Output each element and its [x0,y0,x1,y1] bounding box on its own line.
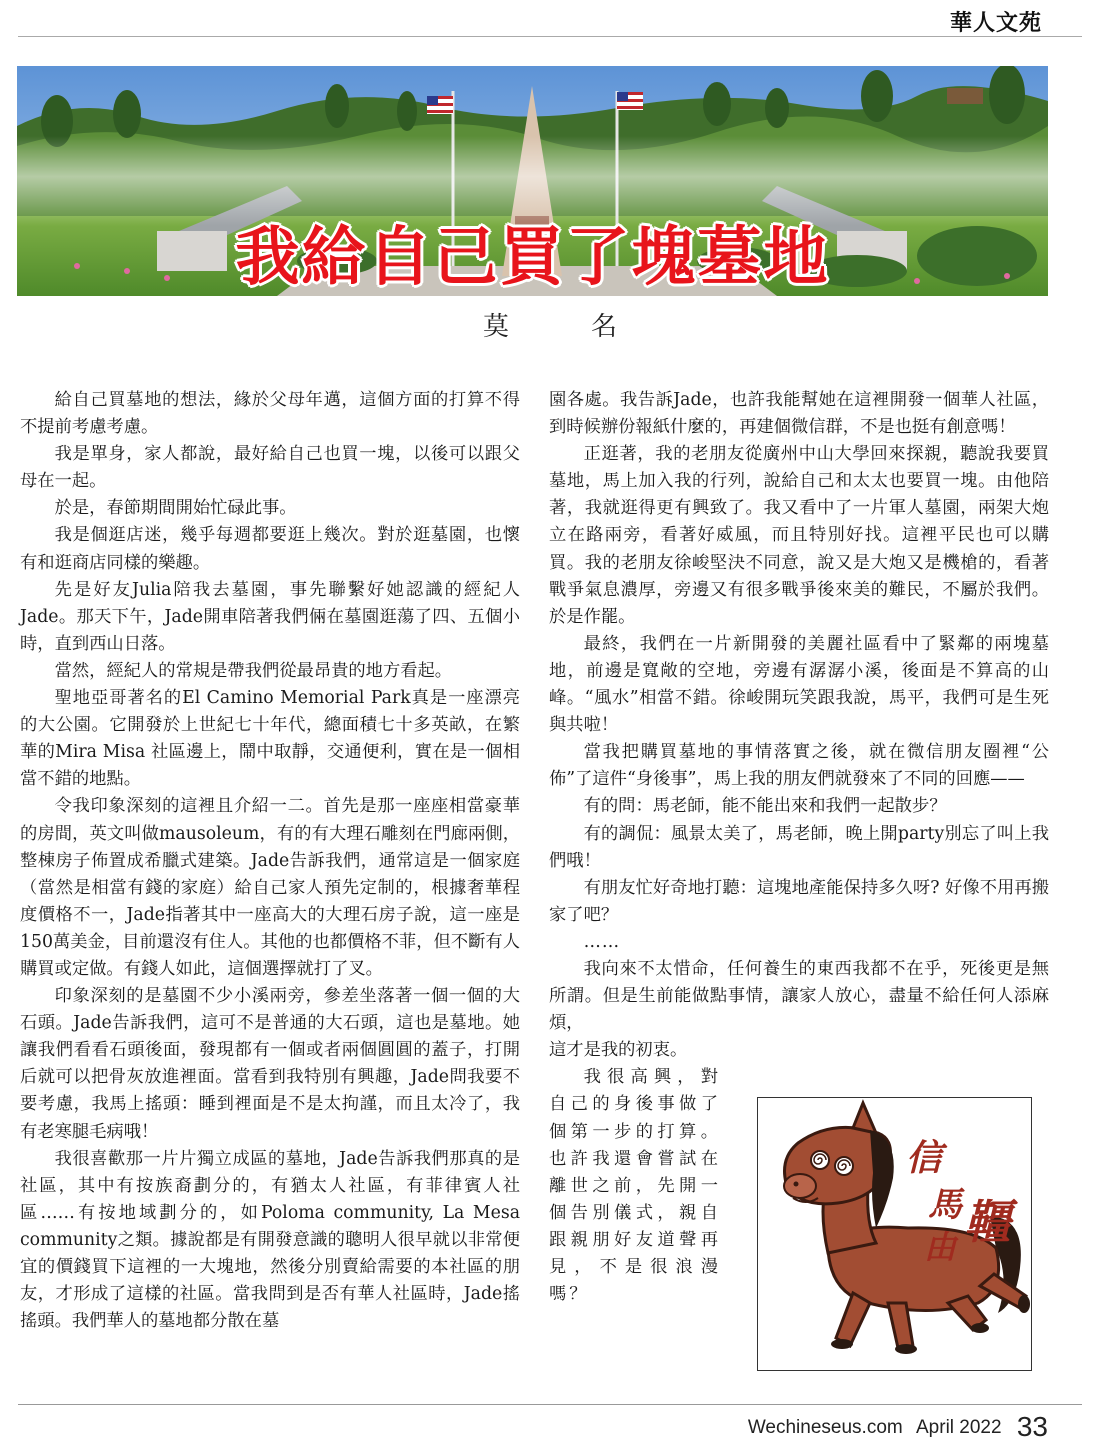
author-name: 莫 名 [482,312,645,342]
footer-site: Wechineseus.com [747,1417,903,1438]
paragraph: 我是單身，家人都說，最好給自己也買一塊，以後可以跟父母在一起。 [20,444,520,492]
paragraph: 令我印象深刻的這裡且介紹一二。首先是那一座座相當豪華的房間，英文叫做mausoleum，有的有大理石雕刻在門廊兩側，整棟房子佈置成希臘式建築。Jade告訴我們，通常這是一個家庭（當然是相當有錢的家庭）給自己家人預先定制的，根據奢華程度價格不一，Jade指著其中一座高大的大理石房子說，這一座是150萬美金，目前還沒有住人。其他的也都價格不菲，但不斷有人購買或定做。有錢人如此，這個選擇就打了叉。 [20,796,520,979]
paragraph-tail: 這才是我的初衷。 [549,1040,688,1061]
ellipsis: …… [583,931,621,952]
paragraph: 我是個逛店迷，幾乎每週都要逛上幾次。對於逛墓園，也懷有和逛商店同樣的樂趣。 [20,525,520,573]
article-title: 我給自己買了塊墓地 [235,221,830,295]
horse-ear [853,1103,876,1133]
banner [17,66,1048,296]
horse-cartoon [758,1098,1031,1370]
paragraph: 當我把購買墓地的事情落實之後，就在微信朋友圈裡“公佈”了這件“身後事”，馬上我的朋友們就發來了不同的回應—— [549,742,1049,790]
paragraph: 正逛著，我的老朋友從廣州中山大學回來探親，聽說我要買墓地，馬上加入我的行列，說給自己和太太也要買一塊。由他陪著，我就逛得更有興致了。我又看中了一片軍人墓園，兩架大炮立在路兩旁，看著好威風，而且特別好找。這裡平民也可以購買。我的老朋友徐峻堅決不同意，說又是大炮又是機槍的，看著戰爭氣息濃厚，旁邊又有很多戰爭後來美的難民，不屬於我們。於是作罷。 [549,444,1049,627]
horse-hoof [1018,1295,1030,1313]
paragraph: 最終，我們在一片新開發的美麗社區看中了緊鄰的兩塊墓地，前邊是寬敞的空地，旁邊有潺潺小溪，後面是不算高的山峰。“風水”相當不錯。徐峻開玩笑跟我說，馬平，我們可是生死與共啦！ [549,633,1049,736]
horse-hoof [831,1339,853,1349]
horse-leg [836,1293,870,1346]
footer [748,1411,1048,1443]
calligraphy-char: 由 [924,1228,957,1266]
paragraph: 聖地亞哥著名的El Camino Memorial Park真是一座漂亮的大公園。它開發於上世紀七十年代，總面積七十多英畝，在繁華的Mira Misa 社區邊上，鬧中取靜，交通便利，實在是一個相當不錯的地點。 [20,688,520,790]
page-number: 33 [1016,1411,1048,1442]
calligraphy-char: 信 [906,1137,943,1179]
paragraph: 當然，經紀人的常規是帶我們從最昂貴的地方看起。 [54,660,453,681]
paragraph: 有的調侃：風景太美了，馬老師，晚上開party別忘了叫上我們哦！ [549,823,1049,871]
calligraphy-char: 馬 [928,1185,962,1225]
paragraph: 於是，春節期間開始忙碌此事。 [54,498,297,519]
horse-hoof [895,1344,917,1354]
paragraph: 我很高興，對自己的身後事做了個第一步的打算。也許我還會嘗試在離世之前，先開一個告別儀式，親自跟親朋好友道聲再見，不是很浪漫嗎？ [549,1067,721,1305]
paragraph-continuation: 園各處。我告訴Jade，也許我能幫她在這裡開發一個華人社區，到時候辦份報紙什麼的，再建個微信群，不是也挺有創意嗎！ [549,390,1049,438]
paragraph: 印象深刻的是墓園不少小溪兩旁，參差坐落著一個一個的大石頭。Jade告訴我們，這可不是普通的大石頭，這也是墓地。她讓我們看看石頭後面，發現都有一個或者兩個圓圓的蓋子，打開后就可以把骨灰放進裡面。當看到我特別有興趣，Jade問我要不要考慮，我馬上搖頭：睡到裡面是不是太拘謹，而且太冷了，我有老寒腿毛病哦！ [20,986,520,1142]
paragraph: 我向來不太惜命，任何養生的東西我都不在乎，死後更是無所謂。但是生前能做點事情，讓家人放心，盡量不給任何人添麻煩， [549,958,1049,1034]
narrow-block [549,1037,721,1308]
left-column [20,387,538,1335]
horse-illustration [757,1097,1032,1371]
paragraph: 先是好友Julia陪我去墓園，事先聯繫好她認識的經紀人Jade。那天下午，Jade開車陪著我們倆在墓園逛蕩了四、五個小時，直到西山日落。 [20,579,520,654]
paragraph: 給自己買墓地的想法，緣於父母年邁，這個方面的打算不得不提前考慮考慮。 [20,390,520,438]
bottom-rule [18,1404,1082,1405]
paragraph: 有的問：馬老師，能不能出來和我們一起散步？ [583,796,947,817]
paragraph: 有朋友忙好奇地打聽：這塊地產能保持多久呀? 好像不用再搬家了吧？ [549,877,1049,925]
paragraph: 我很喜歡那一片片獨立成區的墓地，Jade告訴我們那真的是社區，其中有按族裔劃分的，有猶太人社區，有菲律賓人社區……有按地域劃分的，如Poloma community, La Mesa community之類。據說都是有開發意識的聰明人很早就以非常便宜的價錢買下這裡的一大塊地，然後分別賣給需要的本社區的朋友，才形成了這樣的社區。當我問到是否有華人社區時，Jade搖搖頭。我們華人的墓地都分散在墓 [20,1148,538,1332]
horse-hoof [971,1323,989,1333]
section-name: 華人文苑 [949,10,1042,36]
top-rule [18,36,1082,37]
footer-date: April 2022 [916,1417,1002,1438]
horse-muzzle [784,1174,816,1198]
horse-nostril [794,1182,799,1187]
calligraphy-char: 韁 [964,1195,1010,1249]
